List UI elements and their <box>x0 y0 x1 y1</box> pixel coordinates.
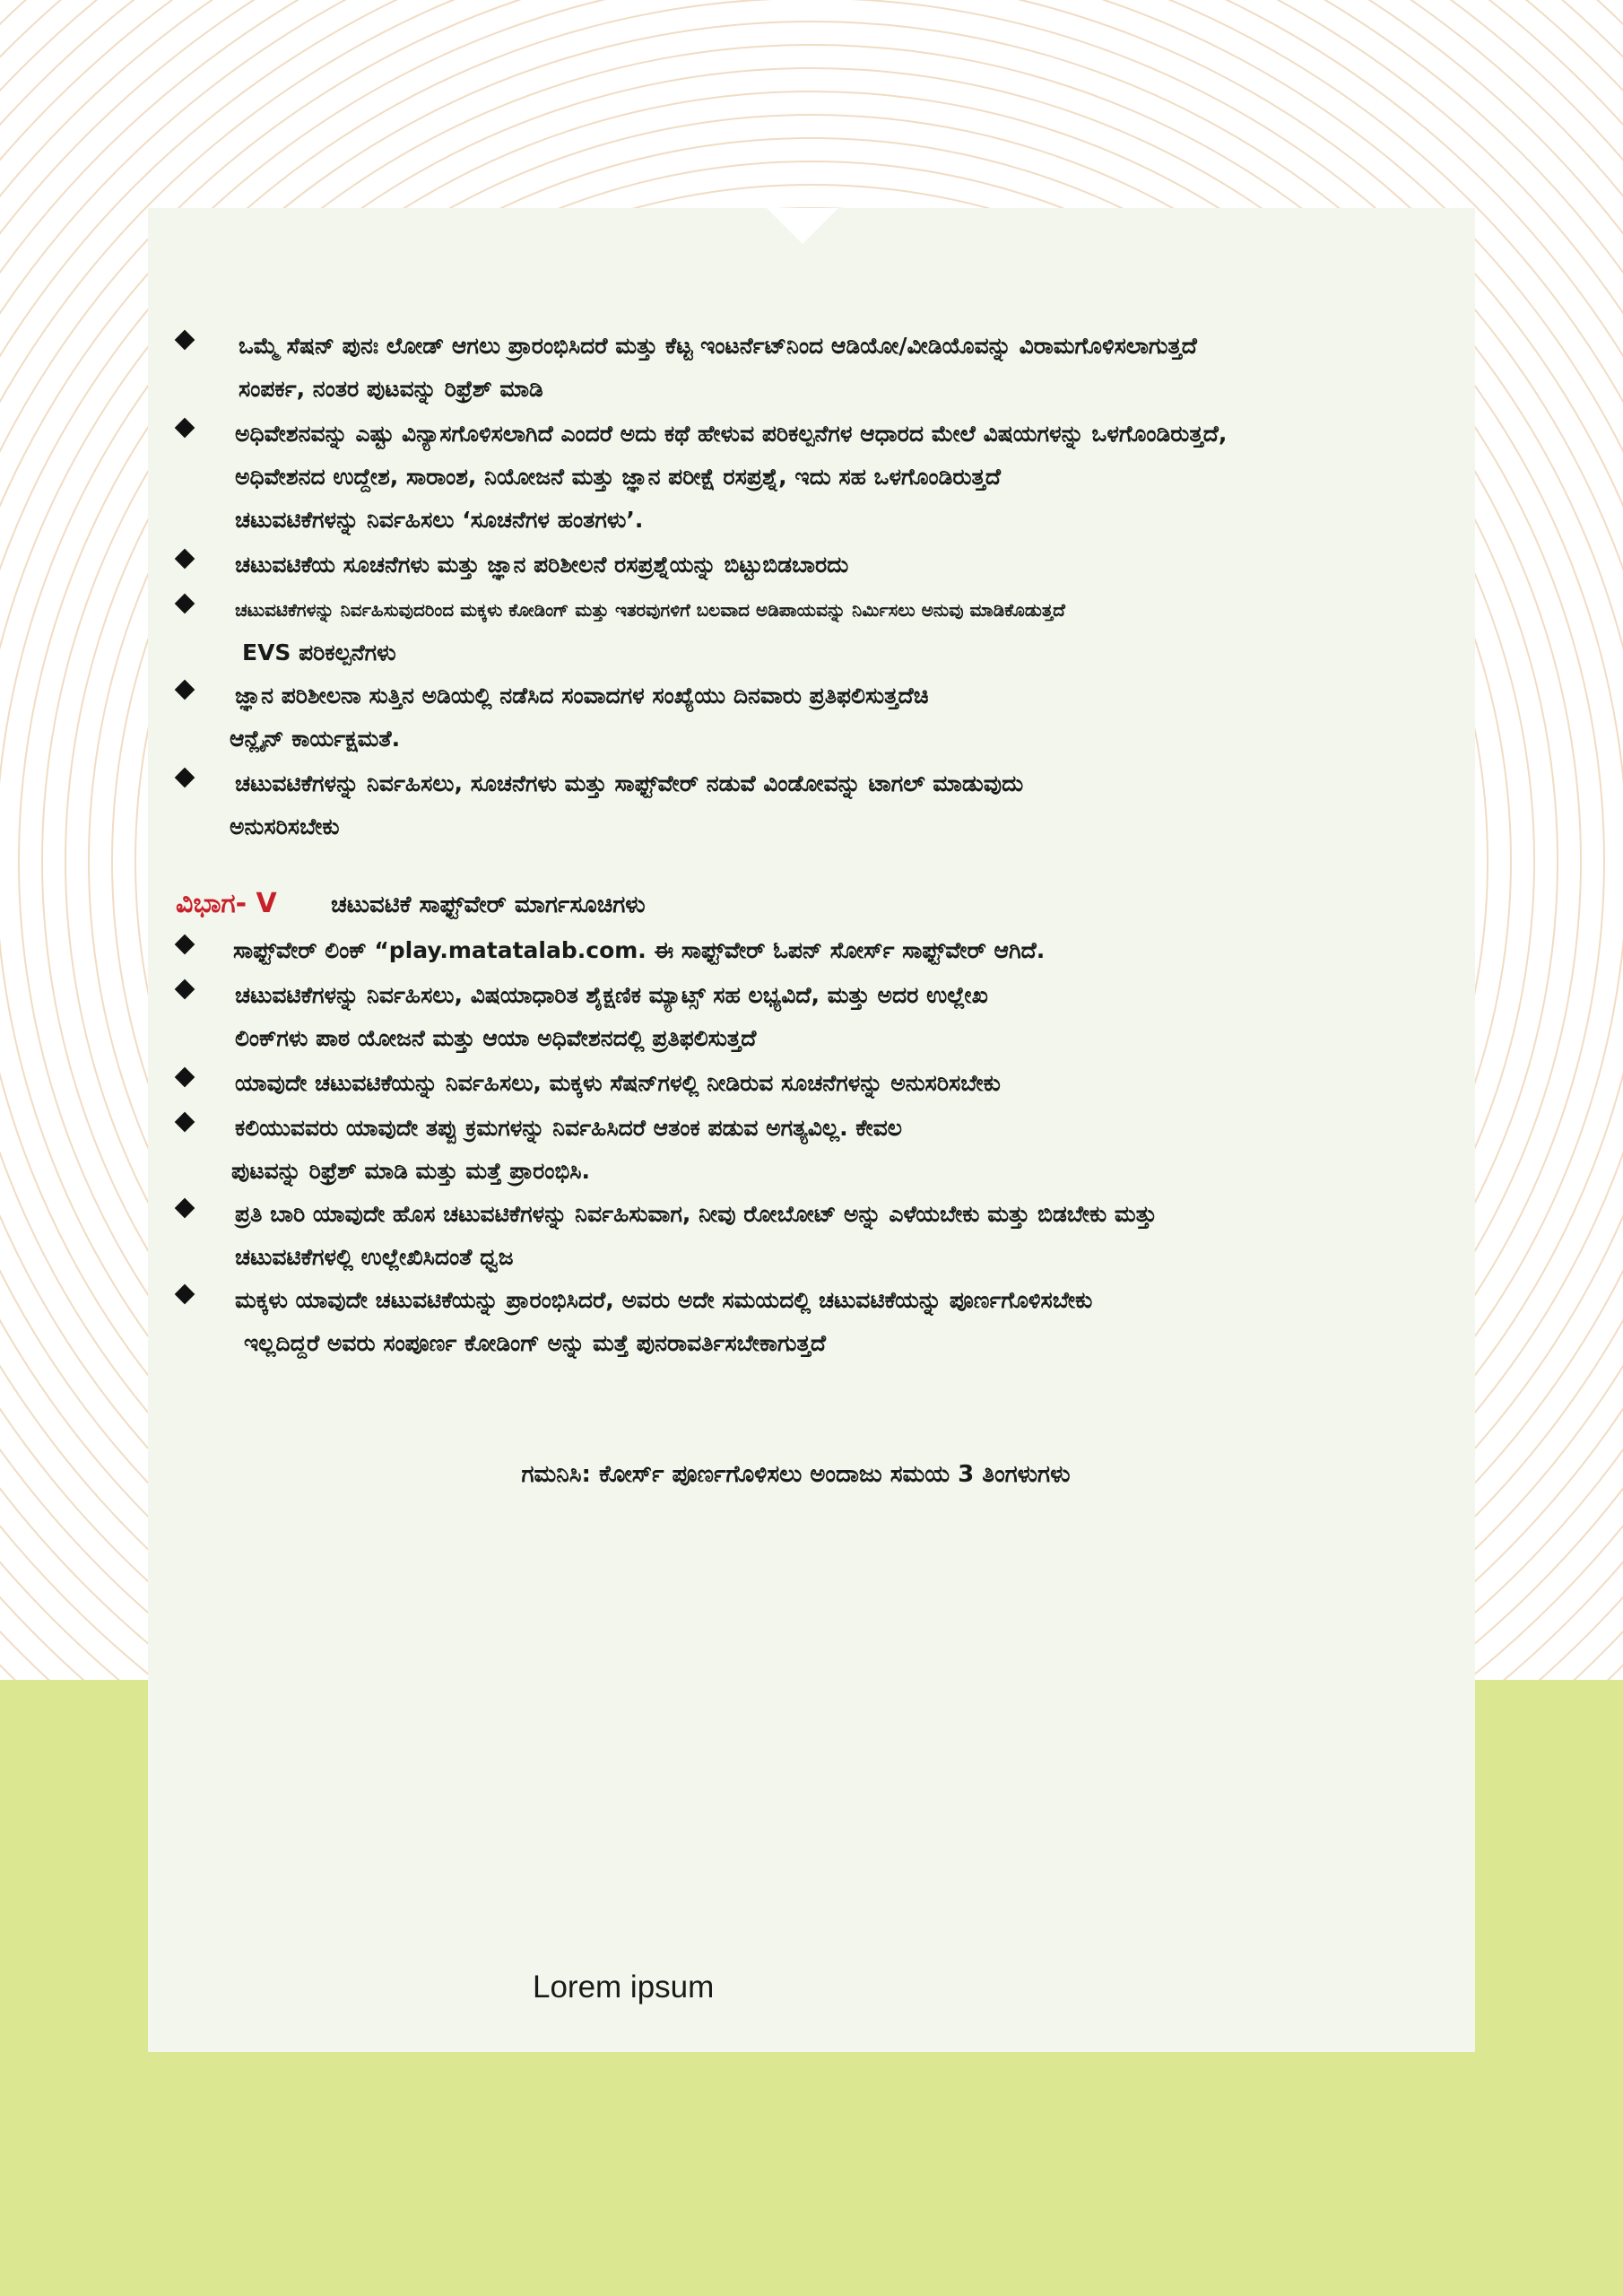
footer-text: Lorem ipsum <box>533 1970 715 2005</box>
bullet-line: ಚಟುವಟಿಕೆಯ ಸೂಚನೆಗಳು ಮತ್ತು ಜ್ಞಾನ ಪರಿಶೀಲನೆ ರಸಪ್ರಶ್ನೆಯನ್ನು ಬಿಟ್ಟುಬಿಡಬಾರದು <box>235 552 849 578</box>
diamond-bullet-icon <box>175 418 195 439</box>
bullet-line: ಇಲ್ಲದಿದ್ದರೆ ಅವರು ಸಂಪೂರ್ಣ ಕೋಡಿಂಗ್ ಅನ್ನು ಮತ್ತೆ ಪುನರಾವರ್ತಿಸಬೇಕಾಗುತ್ತದೆ <box>244 1330 826 1356</box>
bullet-line: ಲಿಂಕ್‌ಗಳು ಪಾಠ ಯೋಜನೆ ಮತ್ತು ಆಯಾ ಅಧಿವೇಶನದಲ್ಲಿ ಪ್ರತಿಫಲಿಸುತ್ತದೆ <box>235 1025 757 1051</box>
diamond-bullet-icon <box>175 935 195 955</box>
diamond-bullet-icon <box>175 1112 195 1133</box>
bullet-line: ಆನ್ಲೈನ್ ಕಾರ್ಯಕ್ಷಮತೆ. <box>230 726 401 752</box>
course-duration-note: ಗಮನಿಸಿ: ಕೋರ್ಸ್ ಪೂರ್ಣಗೊಳಿಸಲು ಅಂದಾಜು ಸಮಯ 3 ತಿಂಗಳುಗಳು <box>521 1461 1071 1488</box>
bullet-line: ಸಾಫ್ಟ್‌ವೇರ್ ಲಿಂಕ್ “play.matatalab.com. ಈ ಸಾಫ್ಟ್‌ವೇರ್ ಓಪನ್ ಸೋರ್ಸ್ ಸಾಫ್ಟ್‌ವೇರ್ ಆಗಿದೆ. <box>233 937 1046 963</box>
diamond-bullet-icon <box>175 680 195 700</box>
bullet-line: ಜ್ಞಾನ ಪರಿಶೀಲನಾ ಸುತ್ತಿನ ಅಡಿಯಲ್ಲಿ ನಡೆಸಿದ ಸಂವಾದಗಳ ಸಂಖ್ಯೆಯು ದಿನವಾರು ಪ್ರತಿಫಲಿಸುತ್ತದೆಚಿ <box>235 683 929 709</box>
bullet-text <box>235 588 1065 674</box>
diamond-bullet-icon <box>175 1067 195 1088</box>
bullet-line: ಸಂಪರ್ಕ, ನಂತರ ಪುಟವನ್ನು ರಿಫ್ರೆಶ್ ಮಾಡಿ <box>239 376 543 402</box>
bullet-line: ಪ್ರತಿ ಬಾರಿ ಯಾವುದೇ ಹೊಸ ಚಟುವಟಿಕೆಗಳನ್ನು ನಿರ್ವಹಿಸುವಾಗ, ನೀವು ರೋಬೋಟ್ ಅನ್ನು ಎಳೆಯಬೇಕು ಮತ್ತು ಬಿಡಬೇಕು ಮತ್ತು <box>235 1201 1158 1227</box>
bullet-text <box>235 1279 1092 1365</box>
bullet-text <box>230 674 929 761</box>
diamond-bullet-icon <box>175 768 195 788</box>
bullet-line: ಒಮ್ಮೆ ಸೆಷನ್ ಪುನಃ ಲೋಡ್ ಆಗಲು ಪ್ರಾರಂಭಿಸಿದರೆ ಮತ್ತು ಕೆಟ್ಟ ಇಂಟರ್ನೆಟ್‌ನಿಂದ ಆಡಿಯೋ/ವೀಡಿಯೊವನ್ನು ವಿರಾಮಗೊಳಿಸಲಾಗುತ್ತದೆ <box>239 333 1197 359</box>
bullet-line: ಚಟುವಟಿಕೆಗಳನ್ನು ನಿರ್ವಹಿಸಲು, ಸೂಚನೆಗಳು ಮತ್ತು ಸಾಫ್ಟ್‌ವೇರ್ ನಡುವೆ ವಿಂಡೋವನ್ನು ಟಾಗಲ್ ಮಾಡುವುದು <box>235 770 1024 796</box>
bullet-line: ಚಟುವಟಿಕೆಗಳನ್ನು ನಿರ್ವಹಿಸಲು, ವಿಷಯಾಧಾರಿತ ಶೈಕ್ಷಣಿಕ ಮ್ಯಾಟ್ಸ್ ಸಹ ಲಭ್ಯವಿದೆ, ಮತ್ತು ಅದರ ಉಲ್ಲೇಖ <box>235 982 988 1008</box>
bullet-line: ಮಕ್ಕಳು ಯಾವುದೇ ಚಟುವಟಿಕೆಯನ್ನು ಪ್ರಾರಂಭಿಸಿದರೆ, ಅವರು ಅದೇ ಸಮಯದಲ್ಲಿ ಚಟುವಟಿಕೆಯನ್ನು ಪೂರ್ಣಗೊಳಿಸಬೇಕು <box>235 1287 1093 1313</box>
bullet-line: ಕಲಿಯುವವರು ಯಾವುದೇ ತಪ್ಪು ಕ್ರಮಗಳನ್ನು ನಿರ್ವಹಿಸಿದರೆ ಆತಂಕ ಪಡುವ ಅಗತ್ಯವಿಲ್ಲ. ಕೇವಲ <box>235 1115 903 1141</box>
bullet-line: ಅನುಸರಿಸಬೇಕು <box>230 813 340 839</box>
bullet-text <box>235 413 1227 542</box>
bullet-line: ಚಟುವಟಿಕೆಗಳಲ್ಲಿ ಉಲ್ಲೇಖಿಸಿದಂತೆ ಧ್ವಜ <box>235 1244 514 1270</box>
bullet-text <box>235 974 988 1060</box>
bullet-line: ಚಟುವಟಿಕೆಗಳನ್ನು ನಿರ್ವಹಿಸುವುದರಿಂದ ಮಕ್ಕಳು ಕೋಡಿಂಗ್ ಮತ್ತು ಇತರವುಗಳಿಗೆ ಬಲವಾದ ಅಡಿಪಾಯವನ್ನು ನಿರ್ಮಿಸಲು ಅನುವು ಮಾಡಿಕೊಡುತ್ತದೆ <box>235 599 1065 621</box>
diamond-bullet-icon <box>175 979 195 1000</box>
bullet-line: ಪುಟವನ್ನು ರಿಫ್ರೆಶ್ ಮಾಡಿ ಮತ್ತು ಮತ್ತೆ ಪ್ರಾರಂಭಿಸಿ. <box>231 1158 591 1184</box>
section-heading <box>176 883 646 926</box>
diamond-bullet-icon <box>175 330 195 351</box>
bullet-text <box>235 1193 1157 1279</box>
diamond-bullet-icon <box>175 1198 195 1219</box>
bullet-text <box>230 762 1024 848</box>
bullet-line: ಅಧಿವೇಶನವನ್ನು ಎಷ್ಟು ವಿನ್ಯಾಸಗೊಳಿಸಲಾಗಿದೆ ಎಂದರೆ ಅದು ಕಥೆ ಹೇಳುವ ಪರಿಕಲ್ಪನೆಗಳ ಆಧಾರದ ಮೇಲೆ ವಿಷಯಗಳನ್ನು ಒಳಗೊಂಡಿರುತ್ತದೆ, <box>235 421 1228 447</box>
bullet-line: EVS ಪರಿಕಲ್ಪನೆಗಳು <box>242 639 396 665</box>
bullet-line: ಯಾವುದೇ ಚಟುವಟಿಕೆಯನ್ನು ನಿರ್ವಹಿಸಲು, ಮಕ್ಕಳು ಸೆಷನ್‌ಗಳಲ್ಲಿ ನೀಡಿರುವ ಸೂಚನೆಗಳನ್ನು ಅನುಸರಿಸಬೇಕು <box>235 1070 1001 1096</box>
diamond-bullet-icon <box>175 594 195 614</box>
bullet-text <box>235 544 848 587</box>
bullet-text <box>235 1062 1001 1105</box>
bullet-line: ಅಧಿವೇಶನದ ಉದ್ದೇಶ, ಸಾರಾಂಶ, ನಿಯೋಜನೆ ಮತ್ತು ಜ್ಞಾನ ಪರೀಕ್ಷೆ ರಸಪ್ರಶ್ನೆ, ಇದು ಸಹ ಒಳಗೊಂಡಿರುತ್ತದೆ <box>235 464 1002 490</box>
section-label: ವಿಭಾಗ- V <box>176 888 277 919</box>
bullet-text <box>233 929 1045 972</box>
bullet-text <box>239 325 1197 411</box>
diamond-bullet-icon <box>175 1284 195 1305</box>
bullet-line: ಚಟುವಟಿಕೆಗಳನ್ನು ನಿರ್ವಹಿಸಲು ‘ಸೂಚನೆಗಳ ಹಂತಗಳು’. <box>235 507 644 533</box>
bullet-text <box>231 1107 903 1193</box>
diamond-bullet-icon <box>175 549 195 570</box>
section-title: ಚಟುವಟಿಕೆ ಸಾಫ್ಟ್‌ವೇರ್ ಮಾರ್ಗಸೂಚಿಗಳು <box>331 891 646 918</box>
